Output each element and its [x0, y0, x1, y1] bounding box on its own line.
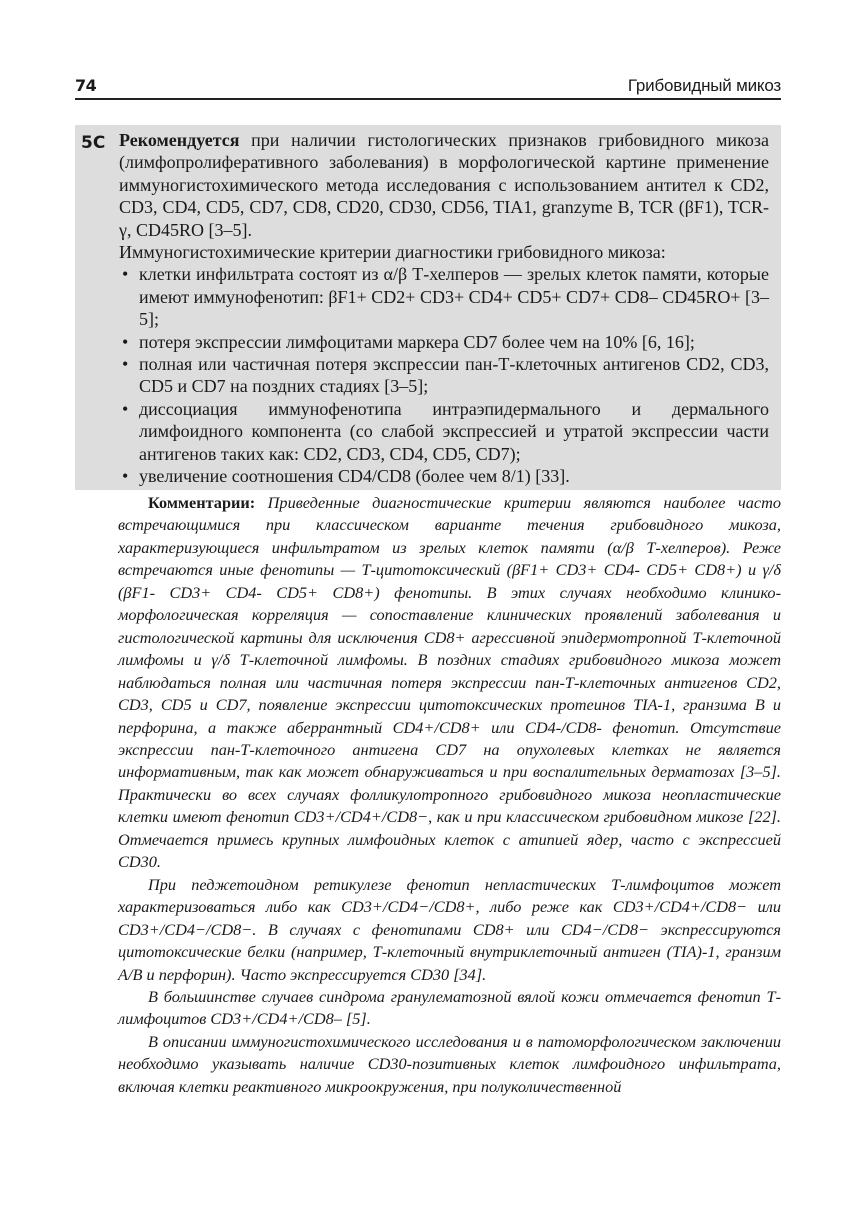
- comments-paragraph: В описании иммуногистохимического исследования и в патоморфологическом заключении необходимо указывать наличие CD30-позитивных клеток лимфоидного инфильтрата, включая клетки реактивного микроокружения, при полуколичественной: [118, 1031, 781, 1096]
- bullet-icon: •: [122, 264, 129, 285]
- criterion-text: клетки инфильтрата состоят из α/β Т-хелперов — зрелых клеток памяти, которые имеют иммунофенотип: βF1+ CD2+ CD3+ CD4+ CD5+ CD7+ CD8– CD45RO+ [3–5];: [139, 264, 769, 330]
- list-item: [119, 398, 769, 465]
- criterion-text: полная или частичная потеря экспрессии пан-Т-клеточных антигенов CD2, CD3, CD5 и CD7 на поздних стадиях [3–5];: [139, 354, 769, 397]
- recommendation-lead: Рекомендуется: [119, 130, 240, 150]
- comments-paragraph: При педжетоидном ретикулезе фенотип непластических Т-лимфоцитов может характеризоваться либо как CD3+/CD4−/CD8+, либо реже как CD3+/CD4+/CD8− или CD3+/CD4−/CD8−. В случаях с фенотипами CD8+ или CD4−/CD8− экспрессируются цитотоксические белки (например, Т-клеточный внутриклеточный антиген (TIA)-1, гранзим A/B и перфорин). Часто экспрессируется CD30 [34].: [118, 874, 781, 984]
- evidence-level-label: 5С: [81, 133, 106, 153]
- page-number: 74: [75, 76, 97, 95]
- list-item: [119, 331, 769, 353]
- criteria-list: [119, 263, 769, 487]
- list-item: [119, 353, 769, 398]
- comments-paragraph: [118, 492, 781, 874]
- running-title: Грибовидный микоз: [627, 76, 781, 95]
- list-item: [119, 465, 769, 487]
- recommendation-paragraph: [119, 129, 769, 241]
- page-header: [75, 76, 781, 100]
- comments-text: Приведенные диагностические критерии являются наиболее часто встречающимися при классическом варианте течения грибовидного микоза, характеризующиеся инфильтратом из зрелых клеток памяти (α/β Т-хелперов). Реже встречаются иные фенотипы — Т-цитотоксический (βF1+ CD3+ CD4- CD5+ CD8+) и γ/δ (βF1- CD3+ CD4- CD5+ CD8+) фенотипы. В этих случаях необходимо клинико-морфологическая корреляция — сопоставление клинических проявлений заболевания и гистологической картины для исключения CD8+ агрессивной эпидермотропной Т-клеточной лимфомы и γ/δ Т-клеточной лимфомы. В поздних стадиях грибовидного микоза может наблюдаться полная или частичная потеря экспрессии пан-Т-клеточных антигенов CD2, CD3, CD5 и CD7, появление экспрессии цитотоксических протеинов TIA-1, гранзима В и перфорина, а также аберрантный CD4+/CD8+ или CD4-/CD8- фенотип. Отсутствие экспрессии пан-Т-клеточного антигена CD7 на опухолевых клетках не является информативным, так как может обнаруживаться и при воспалительных дерматозах [3–5]. Практически во всех случаях фолликулотропного грибовидного микоза неопластические клетки имеют фенотип CD3+/CD4+/CD8−, как и при классическом грибовидном микозе [22]. Отмечается примесь крупных лимфоидных клеток с атипией ядер, часто с экспрессией CD30.: [118, 493, 781, 872]
- bullet-icon: •: [122, 466, 129, 487]
- criterion-text: диссоциация иммунофенотипа интраэпидермального и дермального лимфоидного компонента (со слабой экспрессией и утратой экспрессии части антигенов таких как: CD2, CD3, CD4, CD5, CD7);: [139, 398, 769, 464]
- criterion-text: потеря экспрессии лимфоцитами маркера CD7 более чем на 10% [6, 16];: [139, 331, 695, 352]
- list-item: [119, 263, 769, 330]
- recommendation-text: при наличии гистологических признаков грибовидного микоза (лимфопролиферативного заболевания) в морфологической картине применение иммуногистохимического метода исследования с использованием антител к CD2, CD3, CD4, CD5, CD7, CD8, CD20, CD30, CD56, TIA1, granzyme B, TCR (βF1), TCR-γ, CD45RO [3–5].: [119, 130, 769, 240]
- comments-paragraph: В большинстве случаев синдрома гранулематозной вялой кожи отмечается фенотип Т-лимфоцитов CD3+/CD4+/CD8– [5].: [118, 986, 781, 1029]
- criterion-text: увеличение соотношения CD4/CD8 (более чем 8/1) [33].: [139, 466, 570, 487]
- recommendation-box: [75, 125, 781, 490]
- bullet-icon: •: [122, 354, 129, 375]
- comments-section: [118, 492, 781, 1098]
- recommendation-content: [119, 129, 769, 488]
- comments-label: Комментарии:: [148, 493, 256, 512]
- bullet-icon: •: [122, 398, 129, 419]
- criteria-intro: Иммуногистохимические критерии диагностики грибовидного микоза:: [119, 242, 666, 263]
- bullet-icon: •: [122, 331, 129, 352]
